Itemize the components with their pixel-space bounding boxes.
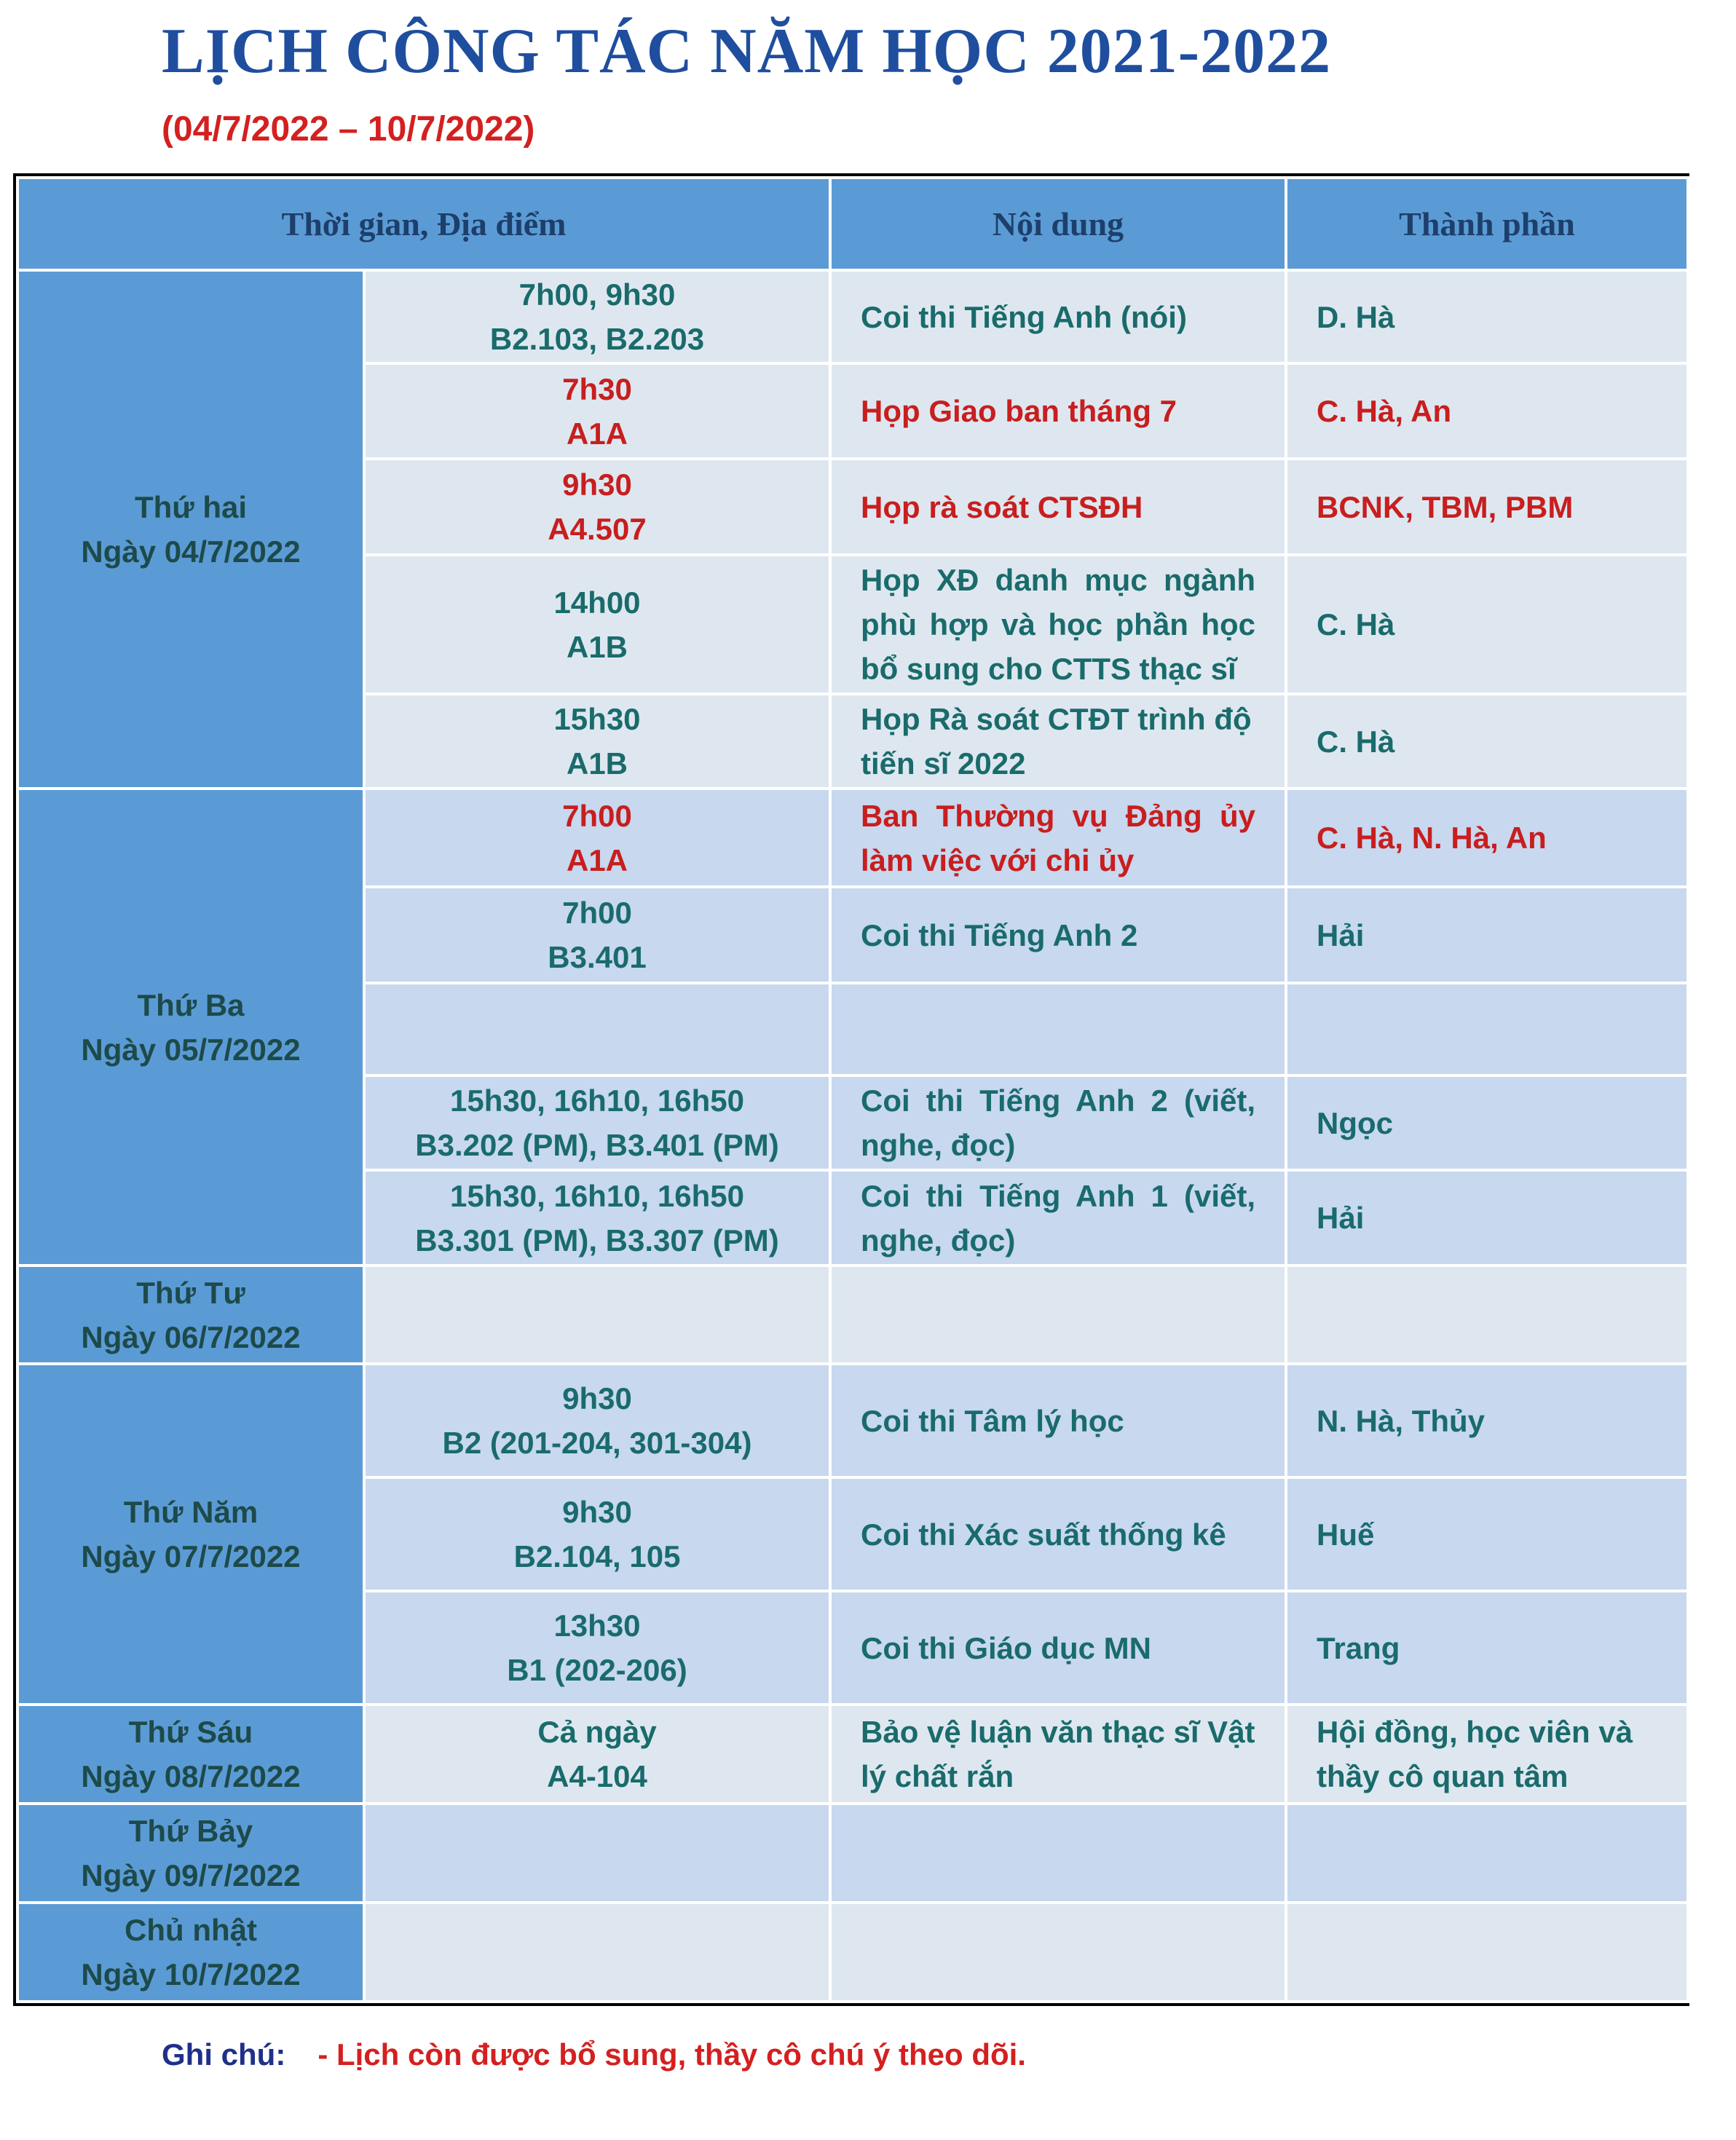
day-name: Thứ hai bbox=[134, 490, 248, 524]
time: 7h00 bbox=[562, 798, 632, 833]
place: B3.202 (PM), B3.401 (PM) bbox=[415, 1128, 779, 1162]
time-place-cell bbox=[364, 1903, 830, 2002]
time-place-cell bbox=[364, 459, 830, 555]
members-cell: C. Hà, N. Hà, An bbox=[1286, 789, 1688, 887]
day-date: Ngày 07/7/2022 bbox=[81, 1539, 301, 1574]
place: B2.104, 105 bbox=[513, 1539, 681, 1574]
header-content: Nội dung bbox=[830, 178, 1286, 270]
content-cell: Coi thi Tiếng Anh 2 bbox=[830, 887, 1286, 983]
place: B2 (201-204, 301-304) bbox=[442, 1426, 752, 1460]
footnote bbox=[162, 2037, 1026, 2072]
time-place-cell bbox=[364, 270, 830, 363]
time: 9h30 bbox=[562, 467, 632, 502]
members-cell: N. Hà, Thủy bbox=[1286, 1364, 1688, 1477]
place: A1B bbox=[566, 746, 628, 781]
members-cell bbox=[1286, 1804, 1688, 1903]
content-cell bbox=[830, 1903, 1286, 2002]
content-cell: Coi thi Xác suất thống kê bbox=[830, 1477, 1286, 1591]
members-cell bbox=[1286, 1903, 1688, 2002]
day-date: Ngày 05/7/2022 bbox=[81, 1032, 301, 1067]
time-place-cell bbox=[364, 1705, 830, 1804]
note-label: Ghi chú: bbox=[162, 2037, 286, 2072]
time: 7h00 bbox=[562, 896, 632, 930]
time: 9h30 bbox=[562, 1495, 632, 1529]
time: 13h30 bbox=[553, 1608, 641, 1643]
content-cell: Họp Rà soát CTĐT trình độ tiến sĩ 2022 bbox=[830, 694, 1286, 789]
place: B3.301 (PM), B3.307 (PM) bbox=[415, 1223, 779, 1257]
place: B2.103, B2.203 bbox=[489, 322, 705, 356]
members-cell: Ngọc bbox=[1286, 1075, 1688, 1170]
table-row bbox=[17, 789, 1688, 887]
time: 15h30 bbox=[553, 702, 641, 736]
place: A1A bbox=[566, 416, 628, 451]
day-name: Thứ Sáu bbox=[128, 1715, 253, 1749]
time: 7h00, 9h30 bbox=[518, 277, 676, 312]
time-place-cell bbox=[364, 555, 830, 694]
day-cell-thursday bbox=[17, 1364, 364, 1705]
time: 14h00 bbox=[553, 585, 641, 620]
time-place-cell bbox=[364, 1591, 830, 1705]
day-cell-tuesday bbox=[17, 789, 364, 1266]
day-cell-monday bbox=[17, 270, 364, 789]
day-date: Ngày 04/7/2022 bbox=[81, 534, 301, 569]
time: 7h30 bbox=[562, 371, 632, 406]
day-name: Thứ Năm bbox=[123, 1495, 259, 1529]
place: A4.507 bbox=[548, 512, 647, 546]
place: B3.401 bbox=[548, 940, 647, 974]
day-name: Thứ Bảy bbox=[128, 1814, 253, 1848]
time: Cả ngày bbox=[537, 1715, 657, 1749]
content-cell: Coi thi Tiếng Anh 1 (viết, nghe, đọc) bbox=[830, 1170, 1286, 1266]
time-place-cell bbox=[364, 1266, 830, 1364]
content-cell: Họp rà soát CTSĐH bbox=[830, 459, 1286, 555]
table-row bbox=[17, 1364, 1688, 1477]
place: A1A bbox=[566, 842, 628, 877]
members-cell: Hải bbox=[1286, 887, 1688, 983]
day-date: Ngày 06/7/2022 bbox=[81, 1319, 301, 1354]
members-cell: Hải bbox=[1286, 1170, 1688, 1266]
time-place-cell bbox=[364, 1075, 830, 1170]
time-place-cell bbox=[364, 887, 830, 983]
time-place-cell bbox=[364, 789, 830, 887]
day-name: Chủ nhật bbox=[125, 1913, 257, 1947]
time-place-cell bbox=[364, 1170, 830, 1266]
day-cell-saturday bbox=[17, 1804, 364, 1903]
members-cell: C. Hà bbox=[1286, 694, 1688, 789]
time-place-cell bbox=[364, 363, 830, 459]
day-cell-friday bbox=[17, 1705, 364, 1804]
members-cell: C. Hà bbox=[1286, 555, 1688, 694]
members-cell bbox=[1286, 983, 1688, 1075]
content-cell: Họp XĐ danh mục ngành phù hợp và học phần học bổ sung cho CTTS thạc sĩ bbox=[830, 555, 1286, 694]
time: 9h30 bbox=[562, 1381, 632, 1416]
time: 15h30, 16h10, 16h50 bbox=[450, 1178, 744, 1213]
header-members: Thành phần bbox=[1286, 178, 1688, 270]
members-cell: D. Hà bbox=[1286, 270, 1688, 363]
day-date: Ngày 10/7/2022 bbox=[81, 1957, 301, 1991]
header-time-place: Thời gian, Địa điểm bbox=[17, 178, 830, 270]
day-date: Ngày 09/7/2022 bbox=[81, 1858, 301, 1892]
table-row bbox=[17, 1705, 1688, 1804]
schedule-table bbox=[13, 173, 1689, 2006]
table-row bbox=[17, 1804, 1688, 1903]
day-name: Thứ Ba bbox=[137, 987, 245, 1022]
note-text: - Lịch còn được bổ sung, thầy cô chú ý theo dõi. bbox=[317, 2037, 1026, 2072]
content-cell: Coi thi Tiếng Anh 2 (viết, nghe, đọc) bbox=[830, 1075, 1286, 1170]
content-cell: Họp Giao ban tháng 7 bbox=[830, 363, 1286, 459]
table-row bbox=[17, 1903, 1688, 2002]
content-cell: Bảo vệ luận văn thạc sĩ Vật lý chất rắn bbox=[830, 1705, 1286, 1804]
content-cell bbox=[830, 1804, 1286, 1903]
day-cell-wednesday bbox=[17, 1266, 364, 1364]
members-cell: Trang bbox=[1286, 1591, 1688, 1705]
table-row bbox=[17, 270, 1688, 363]
content-cell: Coi thi Tiếng Anh (nói) bbox=[830, 270, 1286, 363]
time-place-cell bbox=[364, 983, 830, 1075]
page-title: LỊCH CÔNG TÁC NĂM HỌC 2021-2022 bbox=[162, 16, 1332, 87]
time-place-cell bbox=[364, 694, 830, 789]
time-place-cell bbox=[364, 1804, 830, 1903]
members-cell: Hội đồng, học viên và thầy cô quan tâm bbox=[1286, 1705, 1688, 1804]
place: A4-104 bbox=[547, 1759, 647, 1793]
time-place-cell bbox=[364, 1364, 830, 1477]
content-cell bbox=[830, 1266, 1286, 1364]
date-range: (04/7/2022 – 10/7/2022) bbox=[162, 110, 535, 149]
content-cell: Ban Thường vụ Đảng ủy làm việc với chi ủy bbox=[830, 789, 1286, 887]
header-row bbox=[17, 178, 1688, 270]
time-place-cell bbox=[364, 1477, 830, 1591]
day-date: Ngày 08/7/2022 bbox=[81, 1759, 301, 1793]
content-cell: Coi thi Tâm lý học bbox=[830, 1364, 1286, 1477]
content-cell: Coi thi Giáo dục MN bbox=[830, 1591, 1286, 1705]
day-cell-sunday bbox=[17, 1903, 364, 2002]
content-cell bbox=[830, 983, 1286, 1075]
place: B1 (202-206) bbox=[507, 1653, 687, 1687]
members-cell bbox=[1286, 1266, 1688, 1364]
members-cell: BCNK, TBM, PBM bbox=[1286, 459, 1688, 555]
time: 15h30, 16h10, 16h50 bbox=[450, 1083, 744, 1118]
members-cell: Huế bbox=[1286, 1477, 1688, 1591]
place: A1B bbox=[566, 629, 628, 664]
members-cell: C. Hà, An bbox=[1286, 363, 1688, 459]
day-name: Thứ Tư bbox=[136, 1275, 245, 1310]
table-row bbox=[17, 1266, 1688, 1364]
